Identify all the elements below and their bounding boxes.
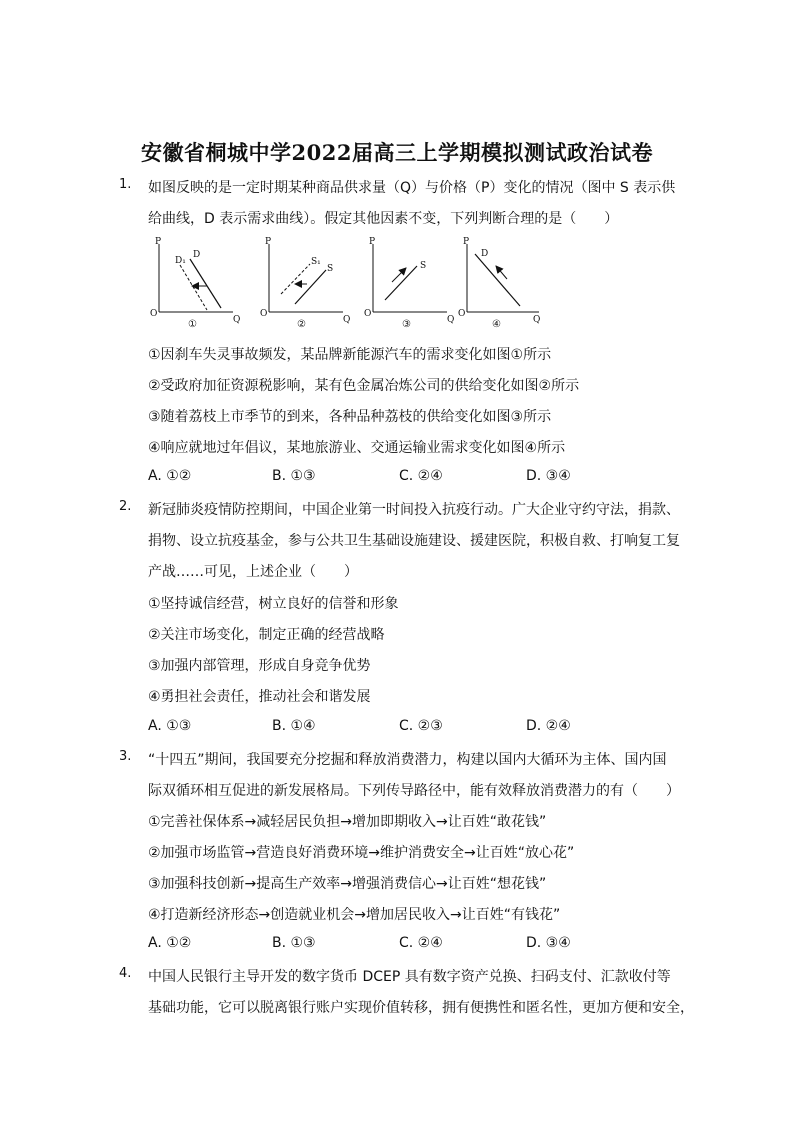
statement-item: ④打造新经济形态→创造就业机会→增加居民收入→让百姓“有钱花” — [148, 907, 561, 923]
question-number: 1. — [119, 177, 132, 192]
statement-item: ①坚持诚信经营，树立良好的信誉和形象 — [148, 596, 399, 612]
origin-label: O — [364, 309, 372, 319]
origin-label: O — [458, 309, 466, 319]
curve-label: D — [481, 249, 489, 259]
answer-option-c[interactable]: C. ②④ — [399, 468, 443, 484]
panel-caption: ③ — [402, 319, 411, 330]
answer-option-d[interactable]: D. ②④ — [526, 718, 571, 734]
origin-label: O — [260, 309, 268, 319]
axis-label-p: P — [155, 237, 162, 247]
answer-option-d[interactable]: D. ③④ — [526, 935, 571, 951]
statement-item: ②加强市场监管→营造良好消费环境→维护消费安全→让百姓“放心花” — [148, 845, 575, 861]
question-stem: 产战……可见，上述企业（ ） — [148, 564, 358, 580]
curve-label: D — [193, 250, 201, 260]
answer-option-b[interactable]: B. ①③ — [272, 468, 316, 484]
answer-option-b[interactable]: B. ①③ — [272, 935, 316, 951]
origin-label: O — [150, 309, 158, 319]
statement-item: ③随着荔枝上市季节的到来，各种品种荔枝的供给变化如图③所示 — [148, 409, 552, 425]
question-stem: 际双循环相互促进的新发展格局。下列传导路径中，能有效释放消费潜力的有（ ） — [148, 783, 680, 799]
axis-label-q: Q — [343, 315, 351, 325]
statement-item: ②受政府加征资源税影响，某有色金属冶炼公司的供给变化如图②所示 — [148, 378, 580, 394]
answer-option-c[interactable]: C. ②④ — [399, 935, 443, 951]
statement-item: ④响应就地过年倡议，某地旅游业、交通运输业需求变化如图④所示 — [148, 440, 566, 456]
statement-item: ①完善社保体系→减轻居民负担→增加即期收入→让百姓“敢花钱” — [148, 814, 547, 830]
question-stem: 中国人民银行主导开发的数字货币 DCEP 具有数字资产兑换、扫码支付、汇款收付等 — [148, 969, 671, 985]
panel-caption: ④ — [492, 319, 501, 330]
panel-caption: ② — [297, 319, 306, 330]
curve-label: D₁ — [175, 256, 186, 266]
curve-label: S — [420, 261, 427, 271]
axis-label-p: P — [463, 237, 470, 247]
statement-item: ③加强内部管理，形成自身竞争优势 — [148, 658, 371, 674]
graph-panel-4 — [458, 237, 540, 330]
answer-option-c[interactable]: C. ②③ — [399, 718, 443, 734]
question-stem: 给曲线，D 表示需求曲线）。假定其他因素不变，下列判断合理的是（ ） — [148, 211, 619, 227]
statement-item: ③加强科技创新→提高生产效率→增强消费信心→让百姓“想花钱” — [148, 876, 547, 892]
graph-panel-3 — [364, 237, 454, 330]
statement-item: ②关注市场变化，制定正确的经营战略 — [148, 627, 385, 643]
axis-label-p: P — [265, 237, 272, 247]
statement-item: ④勇担社会责任，推动社会和谐发展 — [148, 689, 371, 705]
axis-label-q: Q — [447, 315, 455, 325]
answer-option-a[interactable]: A. ①③ — [148, 718, 192, 734]
answer-option-a[interactable]: A. ①② — [148, 935, 192, 951]
axis-label-q: Q — [233, 315, 241, 325]
graph-panel-2 — [260, 237, 350, 330]
question-stem: 捐物、设立抗疫基金，参与公共卫生基础设施建设、援建医院，积极自救、打响复工复 — [148, 533, 680, 549]
answer-option-d[interactable]: D. ③④ — [526, 468, 571, 484]
axis-label-q: Q — [533, 315, 541, 325]
curve-label: S — [327, 264, 334, 274]
curve-label: S₁ — [311, 257, 321, 267]
answer-option-b[interactable]: B. ①④ — [272, 718, 316, 734]
panel-caption: ① — [188, 319, 197, 330]
question-stem: 如图反映的是一定时期某种商品供求量（Q）与价格（P）变化的情况（图中 S 表示供 — [148, 180, 676, 196]
question-stem: “十四五”期间，我国要充分挖掘和释放消费潜力，构建以国内大循环为主体、国内国 — [148, 752, 667, 768]
question-number: 4. — [119, 966, 132, 981]
question-number: 2. — [119, 499, 132, 514]
axis-label-p: P — [369, 237, 376, 247]
question-stem: 新冠肺炎疫情防控期间，中国企业第一时间投入抗疫行动。广大企业守约守法，捐款、 — [148, 502, 680, 518]
answer-option-a[interactable]: A. ①② — [148, 468, 192, 484]
question-stem: 基础功能，它可以脱离银行账户实现价值转移，拥有便携性和匿名性，更加方便和安全， — [148, 1000, 694, 1016]
statement-item: ①因刹车失灵事故频发，某品牌新能源汽车的需求变化如图①所示 — [148, 347, 552, 363]
question-number: 3. — [119, 749, 132, 764]
supply-demand-figure — [145, 232, 555, 332]
graph-panel-1 — [150, 237, 240, 330]
page-title: 安徽省桐城中学2022届高三上学期模拟测试政治试卷 — [141, 140, 653, 165]
